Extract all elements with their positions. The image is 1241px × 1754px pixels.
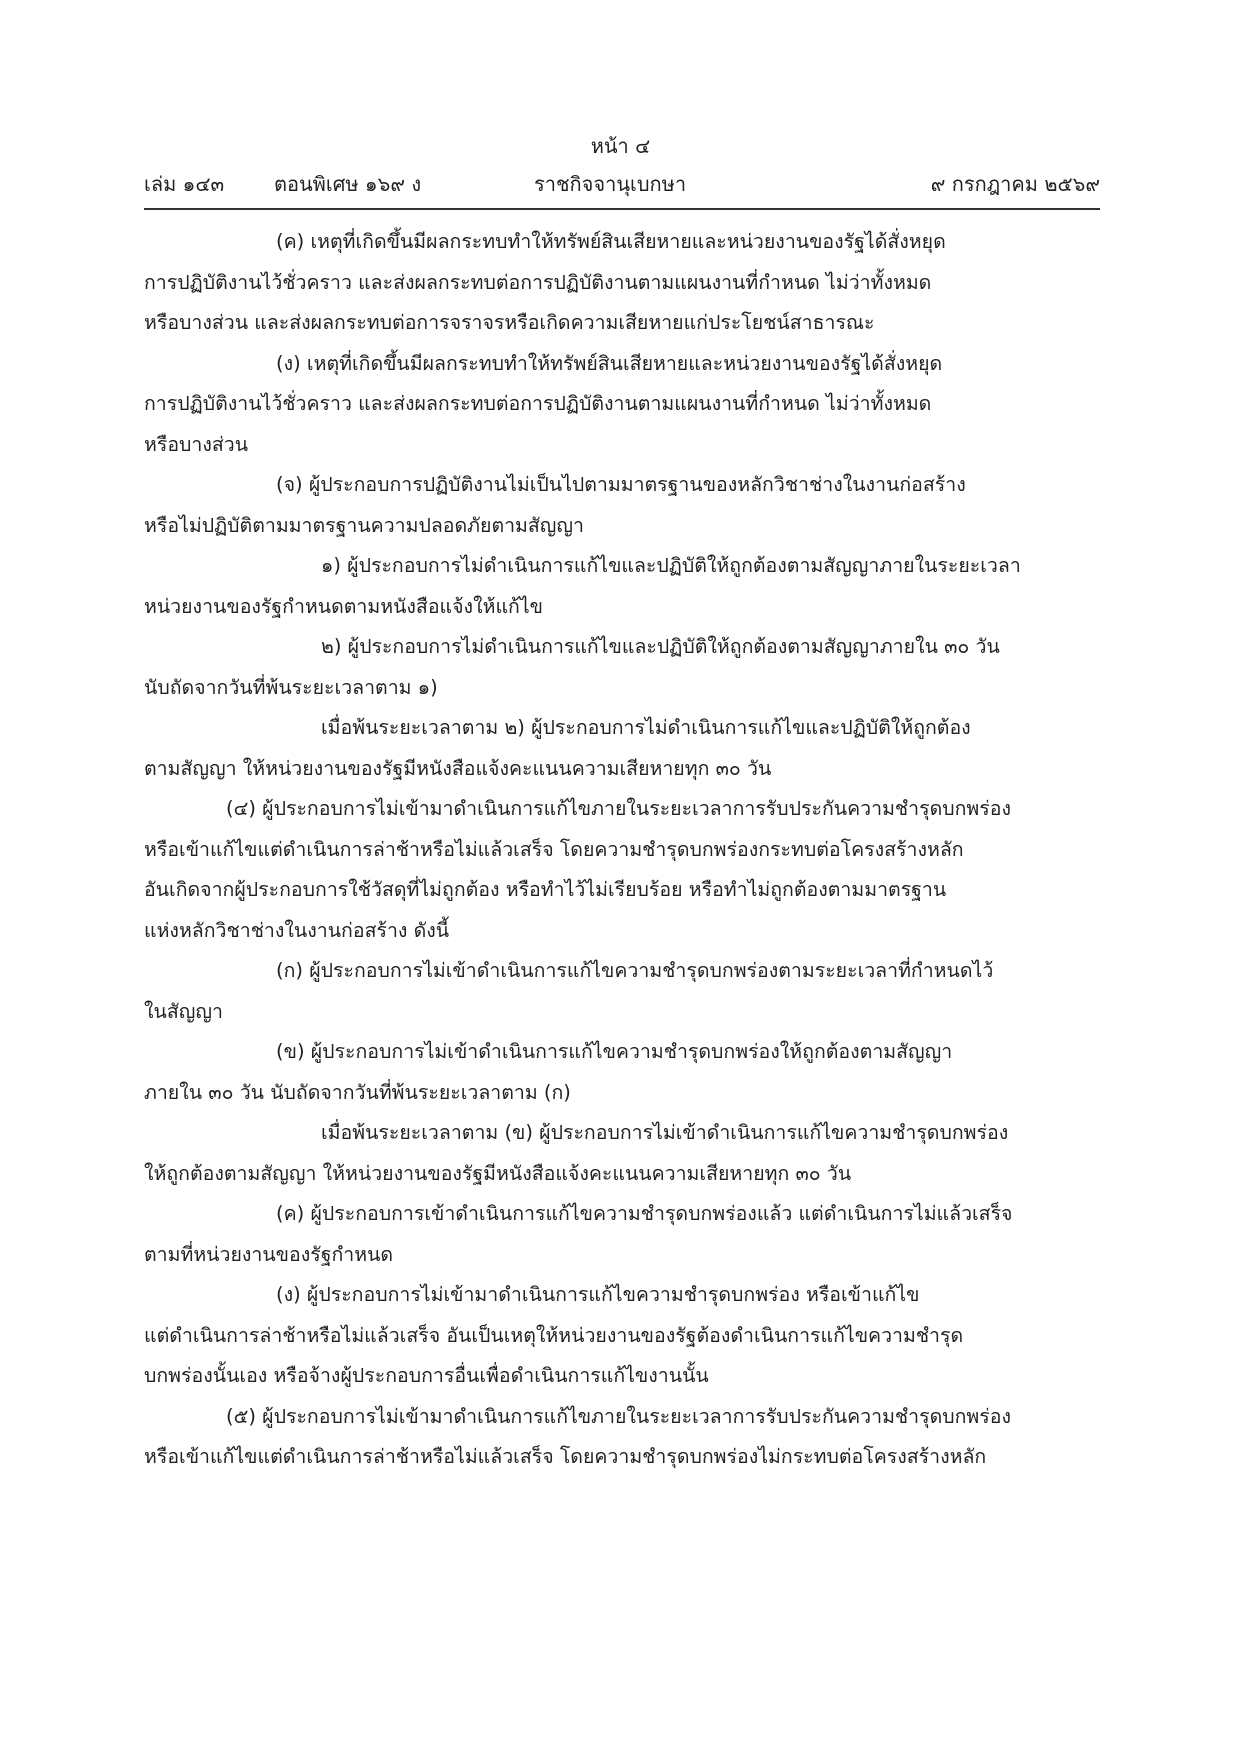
paragraph-line: แต่ดำเนินการล่าช้าหรือไม่แล้วเสร็จ อันเป็นเหตุให้หน่วยงานของรัฐต้องดำเนินการแก้ไขความชำรุด <box>144 1323 964 1347</box>
header-divider <box>144 208 1100 210</box>
paragraph-line: (ง) ผู้ประกอบการไม่เข้ามาดำเนินการแก้ไขความชำรุดบกพร่อง หรือเข้าแก้ไข <box>276 1283 920 1306</box>
paragraph-line: เมื่อพ้นระยะเวลาตาม ๒) ผู้ประกอบการไม่ดำเนินการแก้ไขและปฏิบัติให้ถูกต้อง <box>321 716 971 739</box>
paragraph-line: นับถัดจากวันที่พ้นระยะเวลาตาม ๑) <box>144 675 438 699</box>
paragraph-line: (ค) เหตุที่เกิดขึ้นมีผลกระทบทำให้ทรัพย์สินเสียหายและหน่วยงานของรัฐได้สั่งหยุด <box>276 230 946 253</box>
paragraph-line: บกพร่องนั้นเอง หรือจ้างผู้ประกอบการอื่นเพื่อดำเนินการแก้ไขงานนั้น <box>144 1364 709 1387</box>
paragraph-line: ตามที่หน่วยงานของรัฐกำหนด <box>144 1242 394 1266</box>
paragraph-line: เมื่อพ้นระยะเวลาตาม (ข) ผู้ประกอบการไม่เข้าดำเนินการแก้ไขความชำรุดบกพร่อง <box>321 1121 1009 1144</box>
paragraph-line: หรือบางส่วน <box>144 432 249 456</box>
paragraph-line: ๒) ผู้ประกอบการไม่ดำเนินการแก้ไขและปฏิบัติให้ถูกต้องตามสัญญาภายใน ๓๐ วัน <box>321 635 1000 658</box>
paragraph-line: (ง) เหตุที่เกิดขึ้นมีผลกระทบทำให้ทรัพย์สินเสียหายและหน่วยงานของรัฐได้สั่งหยุด <box>276 351 943 375</box>
paragraph-line: อันเกิดจากผู้ประกอบการใช้วัสดุที่ไม่ถูกต้อง หรือทำไว้ไม่เรียบร้อย หรือทำไม่ถูกต้องตามมาตรฐาน <box>144 878 947 901</box>
paragraph-line: หรือเข้าแก้ไขแต่ดำเนินการล่าช้าหรือไม่แล้วเสร็จ โดยความชำรุดบกพร่องกระทบต่อโครงสร้างหลัก <box>144 837 964 861</box>
paragraph-line: (ก) ผู้ประกอบการไม่เข้าดำเนินการแก้ไขความชำรุดบกพร่องตามระยะเวลาที่กำหนดไว้ <box>276 959 994 982</box>
publication-date: ๙ กรกฎาคม ๒๕๖๙ <box>930 172 1100 196</box>
paragraph-line: ในสัญญา <box>144 999 223 1023</box>
paragraph-line: การปฏิบัติงานไว้ชั่วคราว และส่งผลกระทบต่อการปฏิบัติงานตามแผนงานที่กำหนด ไม่ว่าทั้งหมด <box>144 270 932 294</box>
paragraph-line: หน่วยงานของรัฐกำหนดตามหนังสือแจ้งให้แก้ไข <box>144 594 543 618</box>
page-number: หน้า ๔ <box>590 134 651 158</box>
paragraph-line: ให้ถูกต้องตามสัญญา ให้หน่วยงานของรัฐมีหนังสือแจ้งคะแนนความเสียหายทุก ๓๐ วัน <box>144 1161 852 1185</box>
paragraph-line: ๑) ผู้ประกอบการไม่ดำเนินการแก้ไขและปฏิบัติให้ถูกต้องตามสัญญาภายในระยะเวลา <box>321 554 1021 577</box>
paragraph-line: หรือเข้าแก้ไขแต่ดำเนินการล่าช้าหรือไม่แล้วเสร็จ โดยความชำรุดบกพร่องไม่กระทบต่อโครงสร้างหลัก <box>144 1445 987 1468</box>
volume-number: เล่ม ๑๔๓ <box>144 172 225 196</box>
paragraph-line: (๔) ผู้ประกอบการไม่เข้ามาดำเนินการแก้ไขภายในระยะเวลาการรับประกันความชำรุดบกพร่อง <box>226 797 1011 820</box>
paragraph-line: (จ) ผู้ประกอบการปฏิบัติงานไม่เป็นไปตามมาตรฐานของหลักวิชาช่างในงานก่อสร้าง <box>276 473 966 496</box>
paragraph-line: หรือบางส่วน และส่งผลกระทบต่อการจราจรหรือเกิดความเสียหายแก่ประโยชน์สาธารณะ <box>144 311 875 334</box>
gazette-name: ราชกิจจานุเบกษา <box>534 172 687 196</box>
paragraph-line: แห่งหลักวิชาช่างในงานก่อสร้าง ดังนี้ <box>144 918 450 942</box>
paragraph-line: หรือไม่ปฏิบัติตามมาตรฐานความปลอดภัยตามสัญญา <box>144 513 584 537</box>
gazette-header <box>144 168 1100 200</box>
paragraph-line: ตามสัญญา ให้หน่วยงานของรัฐมีหนังสือแจ้งคะแนนความเสียหายทุก ๓๐ วัน <box>144 756 772 780</box>
paragraph-line: (ค) ผู้ประกอบการเข้าดำเนินการแก้ไขความชำรุดบกพร่องแล้ว แต่ดำเนินการไม่แล้วเสร็จ <box>276 1202 1013 1225</box>
section-number: ตอนพิเศษ ๑๖๙ ง <box>274 172 422 196</box>
paragraph-line: (๕) ผู้ประกอบการไม่เข้ามาดำเนินการแก้ไขภายในระยะเวลาการรับประกันความชำรุดบกพร่อง <box>226 1404 1011 1428</box>
paragraph-line: การปฏิบัติงานไว้ชั่วคราว และส่งผลกระทบต่อการปฏิบัติงานตามแผนงานที่กำหนด ไม่ว่าทั้งหมด <box>144 392 932 415</box>
document-body <box>144 222 1100 1478</box>
paragraph-line: ภายใน ๓๐ วัน นับถัดจากวันที่พ้นระยะเวลาตาม (ก) <box>144 1080 571 1104</box>
paragraph-line: (ข) ผู้ประกอบการไม่เข้าดำเนินการแก้ไขความชำรุดบกพร่องให้ถูกต้องตามสัญญา <box>276 1040 953 1063</box>
